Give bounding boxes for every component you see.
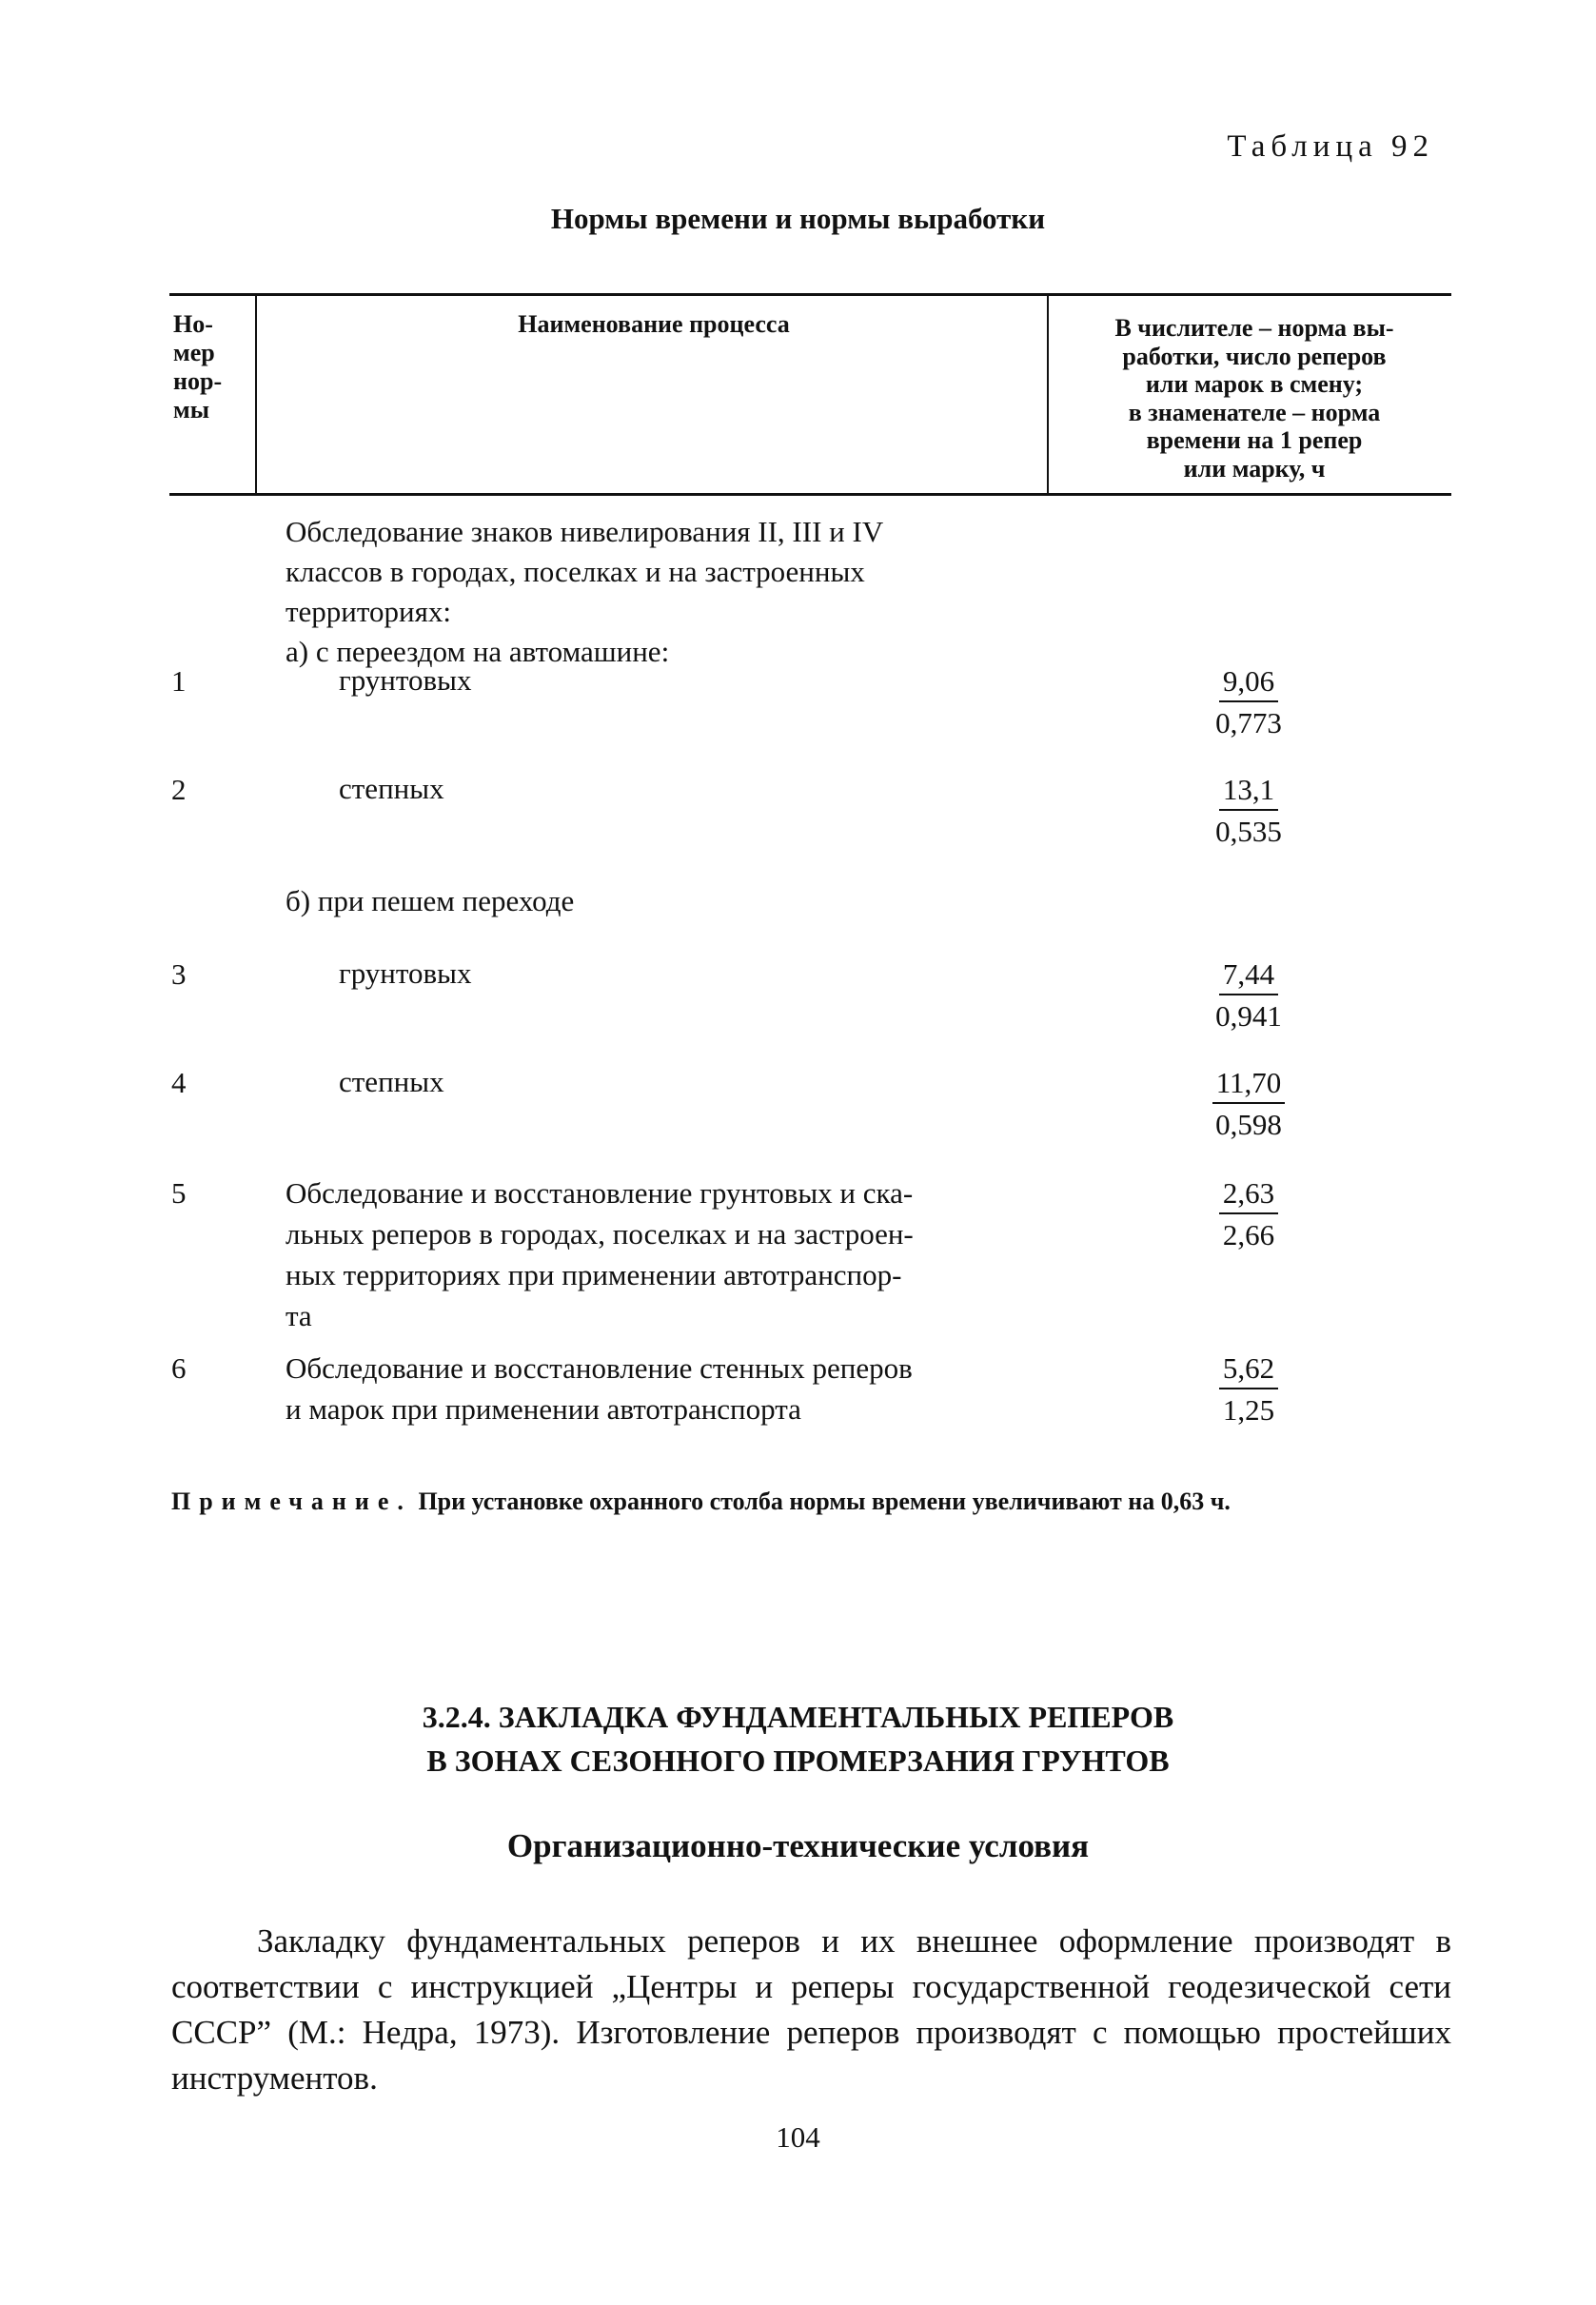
norm-output: 2,63 <box>1219 1174 1278 1214</box>
header-norm <box>1058 314 1450 483</box>
norm-time: 0,535 <box>1215 815 1282 848</box>
header-number <box>173 310 249 424</box>
group-intro-line: классов в городах, поселках и на застроенных <box>286 555 865 588</box>
table-top-rule <box>169 293 1451 296</box>
group-intro-line: а) с переездом на автомашине: <box>286 635 670 668</box>
row-number: 2 <box>171 773 187 806</box>
row-name: степных <box>339 1065 444 1098</box>
norm-output: 5,62 <box>1219 1350 1278 1389</box>
norm-time: 1,25 <box>1222 1393 1275 1427</box>
header-norm-line: или марок в смену; <box>1145 370 1364 398</box>
table-note <box>171 1487 1451 1517</box>
row-number: 3 <box>171 957 187 991</box>
row-name-line: и марок при применении автотранспорта <box>286 1392 801 1426</box>
header-norm-line: в знаменателе – норма <box>1128 398 1381 426</box>
group-intro-line: территориях: <box>286 595 451 628</box>
row-name <box>286 1348 913 1429</box>
header-process: Наименование процесса <box>518 310 790 338</box>
table-title: Нормы времени и нормы выработки <box>550 202 1046 235</box>
norm-time: 0,773 <box>1215 706 1282 739</box>
row-name-line: льных реперов в городах, поселках и на застроен- <box>286 1217 914 1251</box>
row-name: грунтовых <box>339 663 472 697</box>
row-name-line: Обследование и восстановление грунтовых и ска- <box>286 1176 914 1210</box>
norm-output: 7,44 <box>1219 955 1278 995</box>
section-subheading: Организационно-технические условия <box>506 1827 1090 1864</box>
section-paragraph: Закладку фундаментальных реперов и их внешнее оформление производят в соответствии с инструкцией „Центры и реперы государственной геодезической сети СССР” (М.: Недра, 1973). Изготовление реперов производят с помощью простейших инструментов. <box>171 1922 1451 2097</box>
header-number-line: Но- <box>173 310 213 338</box>
row-norm-fraction <box>1192 1062 1306 1146</box>
row-name: грунтовых <box>339 956 472 990</box>
row-norm-fraction <box>1192 1348 1306 1431</box>
section-heading-line1: 3.2.4. ЗАКЛАДКА ФУНДАМЕНТАЛЬНЫХ РЕПЕРОВ <box>422 1700 1174 1734</box>
header-number-line: мы <box>173 396 210 424</box>
row-number: 5 <box>171 1176 187 1210</box>
norm-time: 0,598 <box>1215 1108 1282 1141</box>
header-norm-line: В числителе – норма вы- <box>1114 314 1394 342</box>
norm-time: 2,66 <box>1222 1218 1275 1251</box>
row-norm-fraction <box>1192 954 1306 1037</box>
header-norm-line: времени на 1 репер <box>1146 426 1363 454</box>
header-norm-line: или марку, ч <box>1183 454 1326 483</box>
row-number: 1 <box>171 664 187 698</box>
norm-time: 0,941 <box>1215 999 1282 1033</box>
norm-output: 9,06 <box>1219 662 1278 702</box>
section-heading-line2: В ЗОНАХ СЕЗОННОГО ПРОМЕРЗАНИЯ ГРУНТОВ <box>426 1744 1170 1778</box>
row-name: степных <box>339 772 444 805</box>
row-norm-fraction <box>1192 1172 1306 1256</box>
row-name-line: та <box>286 1299 312 1332</box>
subgroup-b: б) при пешем переходе <box>286 884 575 917</box>
row-number: 4 <box>171 1066 187 1099</box>
norm-output: 11,70 <box>1212 1064 1286 1104</box>
header-norm-line: работки, число реперов <box>1122 342 1387 370</box>
header-number-line: нор- <box>173 367 223 395</box>
row-name-line: Обследование и восстановление стенных реперов <box>286 1351 913 1385</box>
row-norm-fraction <box>1192 769 1306 853</box>
group-intro <box>286 512 883 672</box>
group-intro-line: Обследование знаков нивелирования II, III и IV <box>286 515 884 548</box>
norm-output: 13,1 <box>1219 771 1278 811</box>
header-number-line: мер <box>173 339 215 366</box>
note-text: При установке охранного столба нормы времени увеличивают на 0,63 ч. <box>418 1487 1231 1515</box>
page-number: 104 <box>776 2120 820 2154</box>
table-header-bottom-rule <box>169 493 1451 496</box>
note-label: Примечание. <box>171 1487 412 1515</box>
table-col-divider-1 <box>255 295 257 495</box>
table-label: Таблица 92 <box>1227 129 1434 164</box>
row-number: 6 <box>171 1351 187 1385</box>
row-name <box>286 1172 914 1336</box>
row-norm-fraction <box>1192 660 1306 744</box>
row-name-line: ных территориях при применении автотранспор- <box>286 1258 902 1291</box>
